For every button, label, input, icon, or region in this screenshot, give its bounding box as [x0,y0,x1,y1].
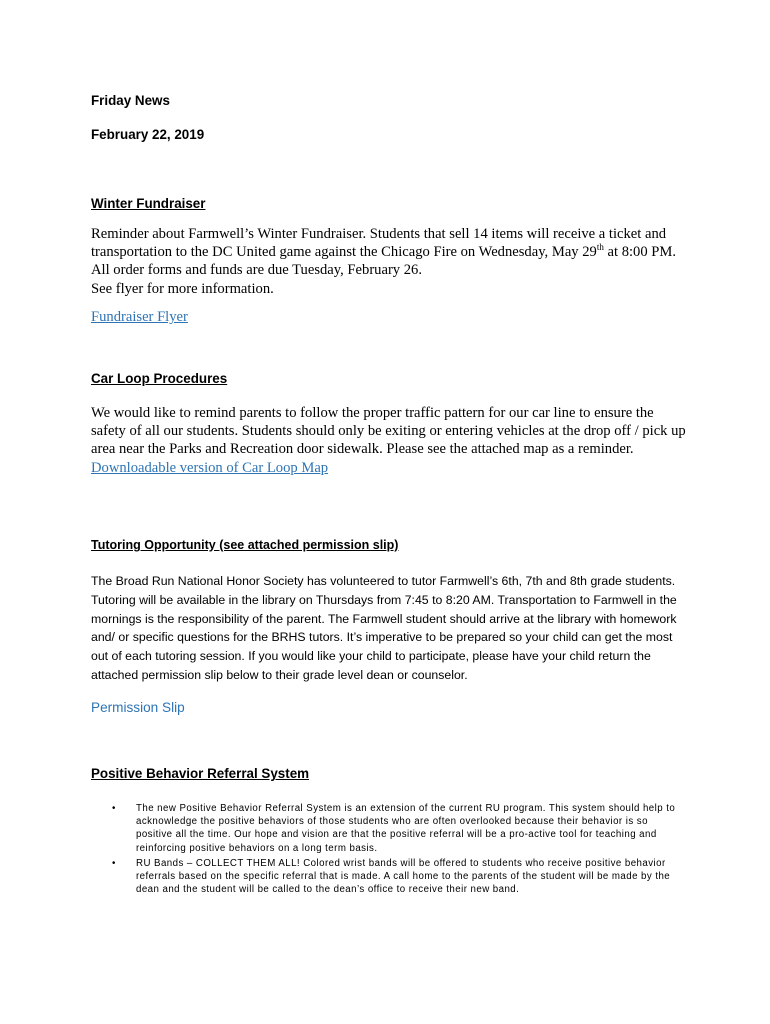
tutoring-paragraph: The Broad Run National Honor Society has volunteered to tutor Farmwell’s 6th, 7th and 8th grade students. Tutoring will be available in the library on Thursdays from 7:45 to 8:20 AM. Transportation to Farmwell in the mornings is the responsibility of the parent. The Farmwell student should arrive at the library with homework and/ or specific questions for the BRHS tutors. It’s imperative to be prepared so your child can get the most out of each tutoring session. If you would like your child to participate, please have your child return the attached permission slip below to their grade level dean or counselor. [91,574,677,682]
car-loop-paragraph [91,404,691,477]
winter-text-part3: See flyer for more information. [91,280,274,297]
newsletter-title: Friday News [91,93,170,108]
winter-text-part2: at 8:00 PM. All order forms and funds are due Tuesday, February 26. [91,244,677,279]
list-item [112,857,682,897]
winter-fundraiser-heading: Winter Fundraiser [91,196,206,211]
list-item [112,802,682,855]
pbrs-heading: Positive Behavior Referral System [91,766,310,781]
newsletter-date: February 22, 2019 [91,127,205,142]
bullet-icon: • [112,857,116,869]
car-loop-map-link[interactable]: Downloadable version of Car Loop Map [91,459,329,476]
winter-text-sup: th [596,242,604,253]
winter-fundraiser-paragraph [91,225,691,298]
winter-text-part1: Reminder about Farmwell’s Winter Fundraiser. Students that sell 14 items will receive a ticket and transportation to the DC United game against the Chicago Fire on Wednesday, May 29 [91,226,667,261]
car-loop-heading: Car Loop Procedures [91,371,228,386]
bullet-text: The new Positive Behavior Referral System is an extension of the current RU program. This system should help to acknowledge the positive behaviors of those students who are often overlooked because their behavior is so positive all the time. Our hope and vision are that the positive referral will be a pro-active tool for teaching and reinforcing positive behaviors on a long term basis. [136,803,676,854]
pbrs-bullet-list [112,802,682,898]
fundraiser-flyer-link[interactable]: Fundraiser Flyer [91,309,188,325]
tutoring-heading: Tutoring Opportunity (see attached permission slip) [91,538,399,552]
bullet-icon: • [112,803,116,814]
permission-slip-link[interactable]: Permission Slip [91,700,185,715]
car-loop-text: We would like to remind parents to follow the proper traffic pattern for our car line to ensure the safety of all our students. Students should only be exiting or entering vehicles at the drop off / pick up area near the Parks and Recreation door sidewalk. Please see the attached map as a reminder. [91,405,686,458]
bullet-text: RU Bands – COLLECT THEM ALL! Colored wrist bands will be offered to students who receive positive behavior referrals based on the specific referral that is made. A call home to the parents of the student will be made by the dean and the student will be called to the dean’s office to receive their new band. [136,857,671,896]
